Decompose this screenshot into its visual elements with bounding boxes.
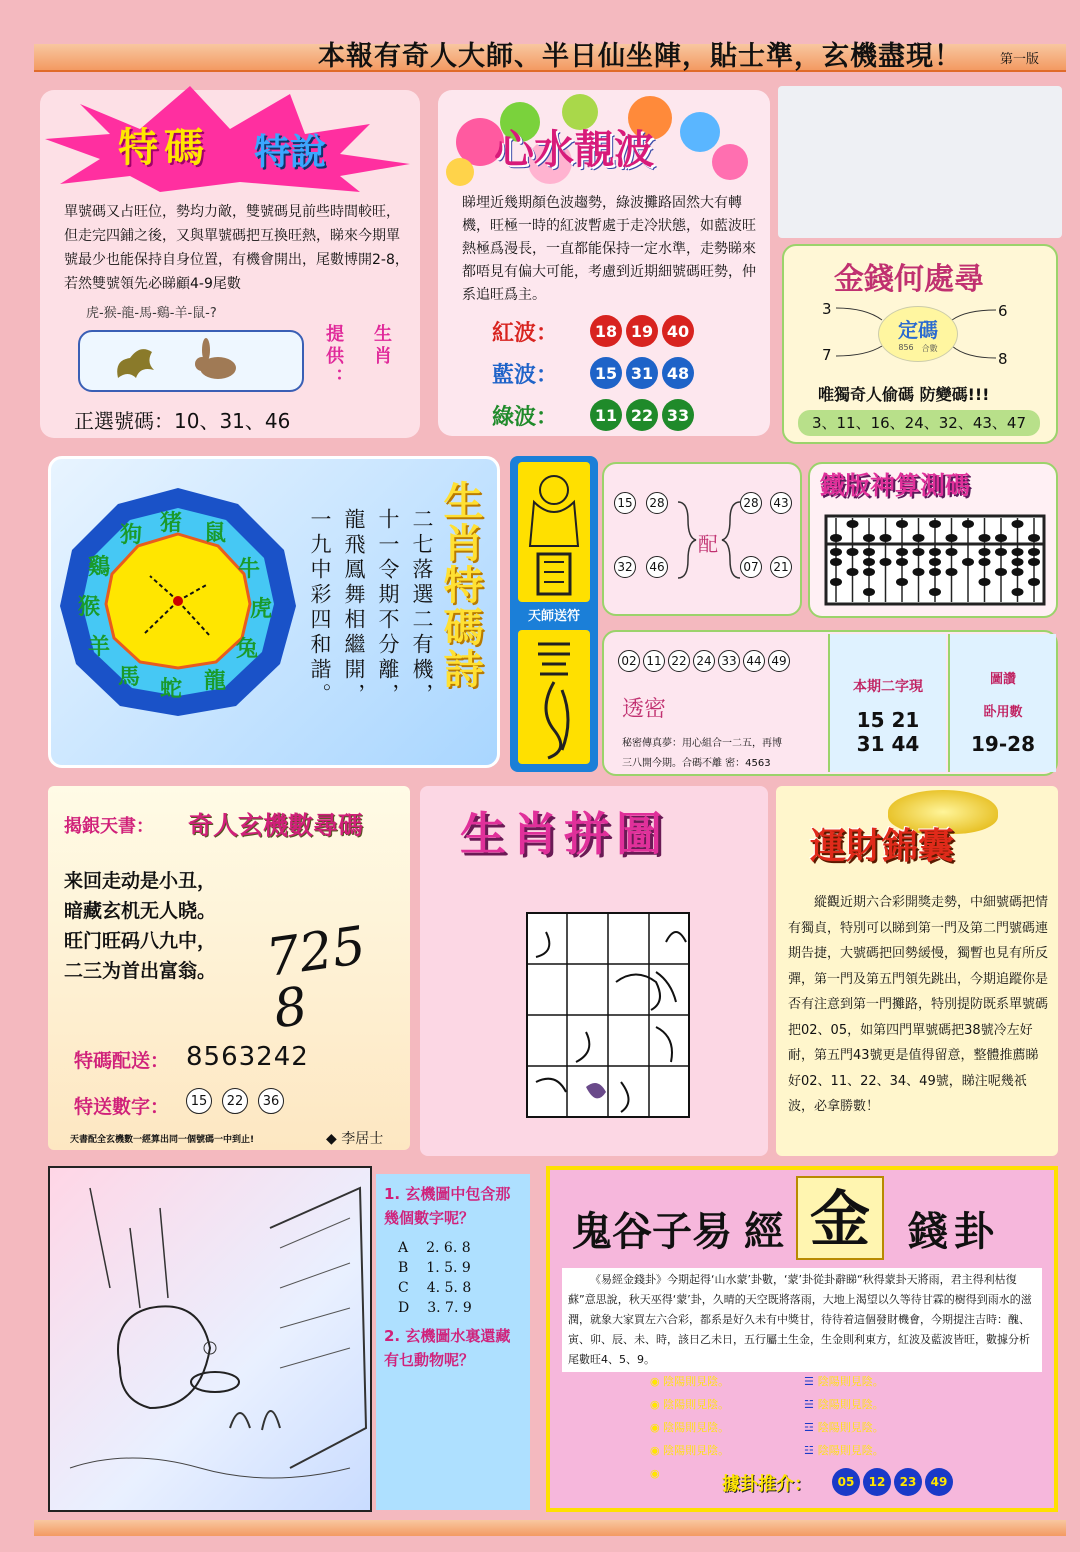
tema-starburst bbox=[40, 84, 420, 194]
pei-left-num: 32 bbox=[614, 556, 636, 578]
xinshui-title: 心水靚波 bbox=[494, 127, 654, 173]
talisman-lower bbox=[518, 630, 590, 764]
tema-selected: 正選號碼：10、31、46 bbox=[74, 409, 291, 433]
coin-icon: ◉ bbox=[650, 1444, 664, 1457]
hexagram-icon: ☲ bbox=[804, 1421, 818, 1434]
special-send-label: 特送數字： bbox=[74, 1096, 170, 1118]
pei-content bbox=[612, 490, 798, 590]
wheel-label: 牛 bbox=[238, 557, 261, 582]
abacus-bead bbox=[830, 534, 842, 542]
yy-text: 陰陽則見陰。 bbox=[817, 1398, 884, 1411]
quiz-option-val: 2. 6. 8 bbox=[426, 1240, 471, 1256]
footer-bar bbox=[34, 1520, 1066, 1536]
abacus-icon bbox=[824, 514, 1046, 606]
yy-line bbox=[650, 1416, 729, 1439]
abacus-bead bbox=[830, 578, 842, 586]
sage-icon bbox=[518, 462, 590, 602]
abacus-bead bbox=[863, 548, 875, 556]
tianshu-poem-line: 二三为首出富翁。 bbox=[64, 960, 217, 982]
abacus-bead bbox=[995, 568, 1007, 576]
toumi-num: 24 bbox=[693, 650, 715, 672]
tema-send-label: 特碼配送： bbox=[74, 1050, 170, 1072]
guigu-title-2: 經 bbox=[744, 1208, 784, 1255]
tema-shengxiao-label: 生肖 bbox=[371, 324, 392, 368]
abacus-bead bbox=[830, 548, 842, 556]
abacus-bead bbox=[995, 534, 1007, 542]
wheel-label: 狗 bbox=[120, 523, 143, 548]
toumi-num: 33 bbox=[718, 650, 740, 672]
tema-provide-label: 提供： bbox=[323, 324, 344, 390]
poem-columns bbox=[306, 508, 436, 748]
jinqian-center-sub bbox=[879, 343, 957, 354]
quiz-option-val: 1. 5. 9 bbox=[426, 1260, 471, 1276]
quiz-option-key: C bbox=[398, 1280, 409, 1296]
toumi-line1: 秘密傳真夢：用心組合一二五，再博 bbox=[622, 738, 782, 749]
pei-right-num: 28 bbox=[740, 492, 762, 514]
jinqian-center bbox=[878, 306, 958, 362]
abacus-bead bbox=[880, 534, 892, 542]
abacus-bead bbox=[946, 548, 958, 556]
abacus-bead bbox=[863, 534, 875, 542]
abacus-bead bbox=[896, 558, 908, 566]
wheel-label: 兔 bbox=[236, 637, 259, 662]
yy-line bbox=[650, 1439, 729, 1462]
jinqian-n4: 8 bbox=[998, 350, 1008, 368]
toumi-num: 11 bbox=[643, 650, 665, 672]
tianshu-poem-line: 旺门旺码八九中， bbox=[64, 930, 217, 952]
yy-line bbox=[804, 1416, 884, 1439]
abacus-bead bbox=[847, 520, 859, 528]
abacus-bead bbox=[1028, 548, 1040, 556]
abacus-bead bbox=[995, 548, 1007, 556]
hexagram-icon: ☰ bbox=[804, 1375, 818, 1388]
tianshu-footer: 天書配全玄機數一經算出同一個號碼一中到止! bbox=[70, 1135, 255, 1145]
jinqian-n1: 3 bbox=[822, 300, 832, 318]
abacus-bead bbox=[913, 548, 925, 556]
poem-col: 一九中彩四和諧。 bbox=[308, 508, 332, 708]
yy-text: 陰陽則見陰。 bbox=[817, 1444, 884, 1457]
green-ball: 11 bbox=[590, 399, 622, 431]
jinqian-n2: 6 bbox=[998, 302, 1008, 320]
guigu-gold: 金 bbox=[796, 1176, 884, 1260]
guigu-title-1: 鬼谷子易 bbox=[572, 1208, 732, 1255]
abacus-bead bbox=[896, 520, 908, 528]
toumi-num: 44 bbox=[743, 650, 765, 672]
header-slogan: 本報有奇人大師、半日仙坐陣，貼士準，玄機盡現！ bbox=[318, 41, 962, 72]
tianshu-handwriting: 725 8 bbox=[262, 915, 370, 1041]
abacus-bead bbox=[913, 568, 925, 576]
tema-title-2: 特說 bbox=[254, 132, 327, 173]
rec-num: 23 bbox=[894, 1468, 922, 1496]
abacus-bead bbox=[929, 588, 941, 596]
red-ball: 18 bbox=[590, 315, 622, 347]
special-num: 36 bbox=[258, 1088, 284, 1114]
special-num: 15 bbox=[186, 1088, 212, 1114]
guigu-body: 《易經金錢卦》今期起得‘山水蒙’卦數，‘蒙’卦從卦辭睇“秋得蒙卦天將雨，君主得利枯復蘇”意思說，秋天巫得‘蒙’卦，久晴的天空既將落雨，大地上渴望以久等待甘霖的樹得到雨水的滋潤，就象大家買左六合彩，都系是好久未有中獎甘，待待着這個發財機會，今期提注吉時：醜、寅、卯、辰、未、時，該日乙未日，五行屬土生金，生金則利東方，紅波及藍波皆旺，數據分析尾數旺4、5、9。 bbox=[562, 1268, 1042, 1372]
dragon-icon bbox=[110, 340, 162, 386]
rabbit-icon bbox=[192, 338, 240, 384]
abacus-bead bbox=[880, 558, 892, 566]
quiz-option-key: B bbox=[398, 1260, 409, 1276]
blue-ball: 31 bbox=[626, 357, 658, 389]
poem-col: 二七落選二有機， bbox=[410, 508, 434, 708]
tema-send-value: 8563242 bbox=[186, 1042, 309, 1072]
poem-col: 十一令期不分離， bbox=[376, 508, 400, 708]
jinqian-n3: 7 bbox=[822, 346, 832, 364]
special-num: 22 bbox=[222, 1088, 248, 1114]
yy-text: 陰陽則見陰。 bbox=[663, 1398, 730, 1411]
abacus-bead bbox=[979, 558, 991, 566]
erzi-row1: 15 21 bbox=[856, 708, 920, 732]
red-wave-row bbox=[492, 310, 762, 352]
quiz-options bbox=[398, 1238, 472, 1318]
wheel-label: 猴 bbox=[78, 595, 101, 620]
coin-icon: ◉ bbox=[650, 1467, 660, 1480]
pei-left-num: 46 bbox=[646, 556, 668, 578]
toumi-nums bbox=[618, 650, 790, 672]
guigu-yy-left bbox=[650, 1370, 729, 1485]
tianshu-author: ◆ 李居士 bbox=[326, 1131, 384, 1147]
green-wave-label: 綠波： bbox=[492, 404, 559, 430]
abacus-bead bbox=[979, 578, 991, 586]
yy-text: 陰陽則見陰。 bbox=[663, 1421, 730, 1434]
jinqian-title: 金錢何處尋 bbox=[834, 262, 984, 297]
guigu-rec-nums bbox=[832, 1468, 953, 1496]
blue-wave-row bbox=[492, 352, 762, 394]
toumi-label: 透密 bbox=[622, 697, 667, 722]
abacus-bead bbox=[1028, 534, 1040, 542]
toumi-num: 02 bbox=[618, 650, 640, 672]
blue-wave-label: 藍波： bbox=[492, 362, 559, 388]
guigu-rec-label: 據卦推介： bbox=[722, 1474, 812, 1495]
abacus-bead bbox=[1028, 578, 1040, 586]
blue-ball: 15 bbox=[590, 357, 622, 389]
pei-mid: 配 bbox=[698, 532, 718, 556]
poem-col: 龍飛鳳舞相繼開， bbox=[342, 508, 366, 708]
abacus-bead bbox=[863, 588, 875, 596]
erzi-title: 本期二字現 bbox=[853, 679, 923, 695]
yy-text: 陰陽則見陰。 bbox=[663, 1444, 730, 1457]
jp-label-2: 卧用數 bbox=[983, 705, 1023, 720]
yuncai-title: 運財錦囊 bbox=[810, 826, 955, 867]
green-wave-row bbox=[492, 394, 762, 436]
green-ball: 22 bbox=[626, 399, 658, 431]
abacus-bead bbox=[863, 568, 875, 576]
pei-right-num: 43 bbox=[770, 492, 792, 514]
rec-num: 49 bbox=[925, 1468, 953, 1496]
tianshu-poem-line: 来回走动是小丑， bbox=[64, 870, 217, 892]
red-wave-label: 紅波： bbox=[492, 320, 559, 346]
erzi-row2: 31 44 bbox=[856, 732, 920, 756]
wheel-label: 虎 bbox=[250, 597, 273, 622]
abacus-bead bbox=[896, 548, 908, 556]
abacus-bead bbox=[863, 558, 875, 566]
abacus-bead bbox=[929, 568, 941, 576]
blue-ball: 48 bbox=[662, 357, 694, 389]
abacus-bead bbox=[962, 520, 974, 528]
yy-text: 陰陽則見陰。 bbox=[817, 1375, 884, 1388]
abacus-bead bbox=[847, 568, 859, 576]
zodiac-puzzle bbox=[526, 912, 690, 1118]
hexagram-icon: ☱ bbox=[804, 1398, 818, 1411]
abacus-bead bbox=[929, 548, 941, 556]
rec-num: 05 bbox=[832, 1468, 860, 1496]
pei-right-num: 21 bbox=[770, 556, 792, 578]
guigu-title-3: 錢卦 bbox=[908, 1208, 1000, 1255]
pei-left-num: 15 bbox=[614, 492, 636, 514]
abacus-bead bbox=[1012, 520, 1024, 528]
jp-value: 19-28 bbox=[971, 732, 1035, 756]
tianshu-title-2: 奇人玄機數尋碼 bbox=[188, 811, 364, 840]
yuncai-body: 縱觀近期六合彩開獎走勢，中細號碼把情有獨貞，特別可以睇到第一門及第二門號碼連期告捷，大號碼把回勢緩慢，獨暫也見有所反彈，第一門及第五門領先跳出，今期追蹤你是否有注意到第一門攤路，特別提防既系單號碼把02、05，如第四門單號碼把38號冷左好耐，第五門43號更是值得留意，整體推薦睇好02、11、22、34、49號，睇注呢幾祇波，必拿勝數！ bbox=[788, 895, 1049, 1114]
tema-body: 單號碼又占旺位，勢均力敵，雙號碼見前些時間較旺，但走完四鋪之後，又與單號碼把互換旺熱，睇來今期單號最少也能保持自身位置，有機會開出，尾數博開2-8，若然雙號領先必睇顧4-9尾數 bbox=[64, 204, 409, 292]
pei-left-num: 28 bbox=[646, 492, 668, 514]
tema-title-1: 特碼 bbox=[118, 125, 210, 171]
coin-icon: ◉ bbox=[650, 1375, 664, 1388]
yy-text: 陰陽則見陰。 bbox=[663, 1375, 730, 1388]
zodiac-image-box bbox=[78, 330, 304, 392]
wheel-label: 猪 bbox=[160, 511, 183, 536]
ad-box bbox=[778, 86, 1062, 238]
quiz-q1: 1. 玄機圖中包含那幾個數字呢？ bbox=[384, 1185, 511, 1227]
rec-num: 12 bbox=[863, 1468, 891, 1496]
abacus-bead bbox=[946, 534, 958, 542]
quiz-option bbox=[398, 1278, 472, 1298]
abacus-bead bbox=[979, 548, 991, 556]
abacus-bead bbox=[1028, 558, 1040, 566]
yy-line bbox=[804, 1393, 884, 1416]
coin-icon: ◉ bbox=[650, 1421, 664, 1434]
wheel-label: 龍 bbox=[204, 669, 227, 694]
edition-label: 第一版 bbox=[1000, 52, 1040, 67]
yy-line bbox=[804, 1439, 884, 1462]
talisman-upper bbox=[518, 462, 590, 602]
wheel-label: 羊 bbox=[88, 635, 111, 660]
yy-line bbox=[650, 1393, 729, 1416]
jp-box bbox=[948, 634, 1056, 772]
quiz-option bbox=[398, 1258, 472, 1278]
hidden-picture-sketch bbox=[50, 1168, 370, 1510]
abacus-bead bbox=[1012, 548, 1024, 556]
pei-right-num: 07 bbox=[740, 556, 762, 578]
jp-label-1: 圖讚 bbox=[989, 672, 1016, 687]
talisman-glyph-icon bbox=[518, 630, 590, 764]
jinqian-sub1: 856 bbox=[898, 343, 914, 352]
tianshi-label: 天師送符 bbox=[527, 609, 580, 624]
yy-line bbox=[650, 1370, 729, 1393]
tianshu-title-1: 揭銀天書： bbox=[64, 816, 154, 837]
poem-title: 生肖特碼詩 bbox=[437, 480, 483, 690]
green-ball: 33 bbox=[662, 399, 694, 431]
abacus-bead bbox=[979, 534, 991, 542]
erzi-box bbox=[828, 634, 946, 772]
tieban-title: 鐵版神算測碼 bbox=[820, 471, 971, 500]
quiz-option bbox=[398, 1298, 472, 1318]
hexagram-icon: ☳ bbox=[804, 1444, 818, 1457]
zodiac-wheel-labels bbox=[58, 486, 298, 716]
quiz-option-val: 4. 5. 8 bbox=[426, 1280, 472, 1296]
tianshu-poem-line: 暗藏玄机无人晓。 bbox=[64, 900, 217, 922]
abacus-bead bbox=[929, 520, 941, 528]
special-send-nums bbox=[186, 1088, 284, 1114]
abacus-bead bbox=[896, 578, 908, 586]
toumi-line2: 三八開今期。合碼不離 密：4563 bbox=[622, 758, 771, 769]
abacus-bead bbox=[913, 534, 925, 542]
xinshui-body: 睇埋近幾期顏色波趨勢，綠波攤路固然大有轉機，旺極一時的紅波暫處于走冷狀態，如藍波旺熱極爲漫長，一直都能保持一定水準，走勢睇來都唔見有偏大可能，考慮到近期細號碼旺勢，仲系追旺爲主。 bbox=[462, 195, 756, 303]
abacus-bead bbox=[1012, 588, 1024, 596]
yy-line bbox=[650, 1462, 729, 1485]
xinshui-rows bbox=[492, 310, 762, 436]
abacus-bead bbox=[847, 548, 859, 556]
jinqian-note: 唯獨奇人偷碼 防變碼!!! bbox=[818, 385, 990, 404]
yy-line bbox=[804, 1370, 884, 1393]
abacus-bead bbox=[1012, 568, 1024, 576]
quiz-option-val: 3. 7. 9 bbox=[427, 1300, 472, 1316]
wheel-label: 蛇 bbox=[160, 677, 183, 702]
tianshu-poem bbox=[64, 866, 216, 986]
jinqian-sub2: 合數 bbox=[921, 344, 938, 353]
abacus-bead bbox=[946, 568, 958, 576]
yy-text: 陰陽則見陰。 bbox=[817, 1421, 884, 1434]
toumi-num: 49 bbox=[768, 650, 790, 672]
jinqian-list: 3、11、16、24、32、43、47 bbox=[798, 410, 1040, 436]
quiz-option-key: A bbox=[398, 1240, 409, 1256]
wheel-label: 鷄 bbox=[88, 555, 111, 580]
abacus-bead bbox=[830, 558, 842, 566]
abacus-bead bbox=[929, 558, 941, 566]
quiz-q2: 2. 玄機圖水裏還藏有乜動物呢？ bbox=[384, 1327, 511, 1369]
wheel-label: 鼠 bbox=[204, 521, 227, 546]
quiz-option-key: D bbox=[398, 1300, 410, 1316]
red-ball: 40 bbox=[662, 315, 694, 347]
quiz-option bbox=[398, 1238, 472, 1258]
pintu-title: 生肖拼圖 bbox=[460, 807, 668, 861]
wheel-label: 馬 bbox=[118, 665, 141, 690]
jinqian-center-label: 定碼 bbox=[898, 318, 938, 342]
tema-zodiac: 虎-猴-龍-馬-鷄-羊-鼠-? bbox=[86, 306, 217, 321]
abacus-bead bbox=[1012, 558, 1024, 566]
coin-icon: ◉ bbox=[650, 1398, 664, 1411]
red-ball: 19 bbox=[626, 315, 658, 347]
guigu-yy-right bbox=[804, 1370, 884, 1462]
abacus-bead bbox=[962, 558, 974, 566]
toumi-num: 22 bbox=[668, 650, 690, 672]
